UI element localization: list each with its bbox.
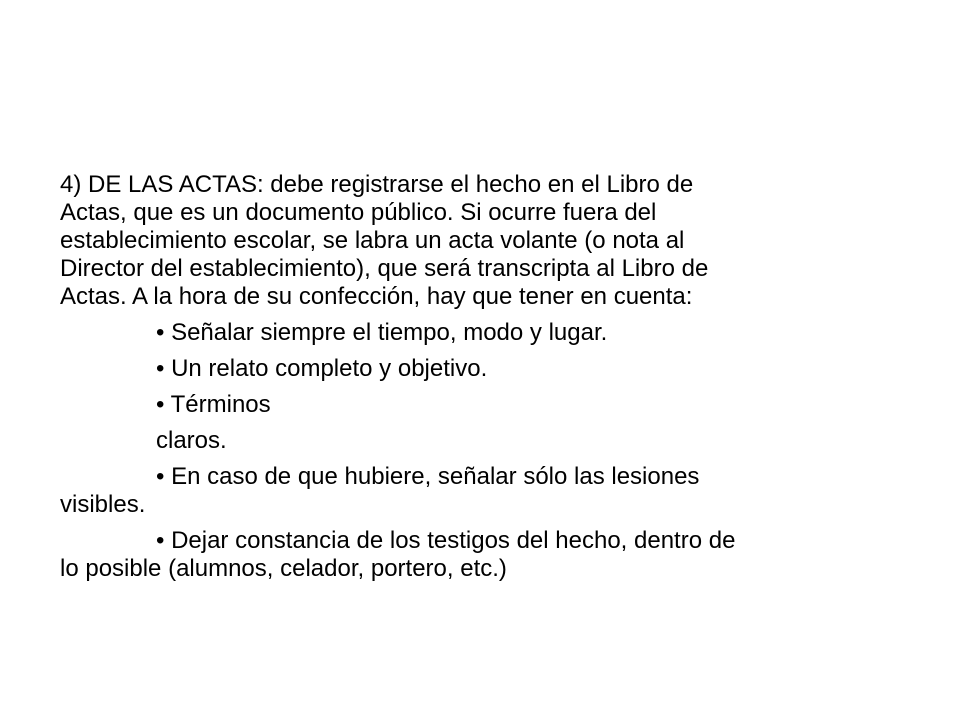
bullet-tiempo-modo-lugar (60, 319, 910, 347)
bullet-text: visibles. (60, 491, 146, 518)
intro-line: Actas. A la hora de su confección, hay que tener en cuenta: (60, 283, 693, 310)
bullet-terminos-continuation (60, 427, 910, 455)
bullet-terminos (60, 391, 910, 419)
bullet-text: • Señalar siempre el tiempo, modo y lugar. (156, 319, 608, 346)
intro-line: 4) DE LAS ACTAS: debe registrarse el hecho en el Libro de (60, 171, 694, 198)
bullet-text: claros. (156, 427, 227, 454)
bullet-text: • En caso de que hubiere, señalar sólo las lesiones (156, 463, 700, 490)
intro-paragraph (60, 171, 910, 311)
bullet-relato (60, 355, 910, 383)
bullet-text: lo posible (alumnos, celador, portero, etc.) (60, 555, 507, 582)
bullet-text: • Dejar constancia de los testigos del hecho, dentro de (156, 527, 736, 554)
bullet-text: • Un relato completo y objetivo. (156, 355, 488, 382)
intro-line: establecimiento escolar, se labra un acta volante (o nota al (60, 227, 685, 254)
bullet-testigos (60, 527, 910, 583)
bullet-text: • Términos (156, 391, 271, 418)
bullet-lesiones (60, 463, 910, 519)
intro-line: Actas, que es un documento público. Si ocurre fuera del (60, 199, 657, 226)
slide-body (60, 171, 910, 583)
intro-line: Director del establecimiento), que será transcripta al Libro de (60, 255, 709, 282)
